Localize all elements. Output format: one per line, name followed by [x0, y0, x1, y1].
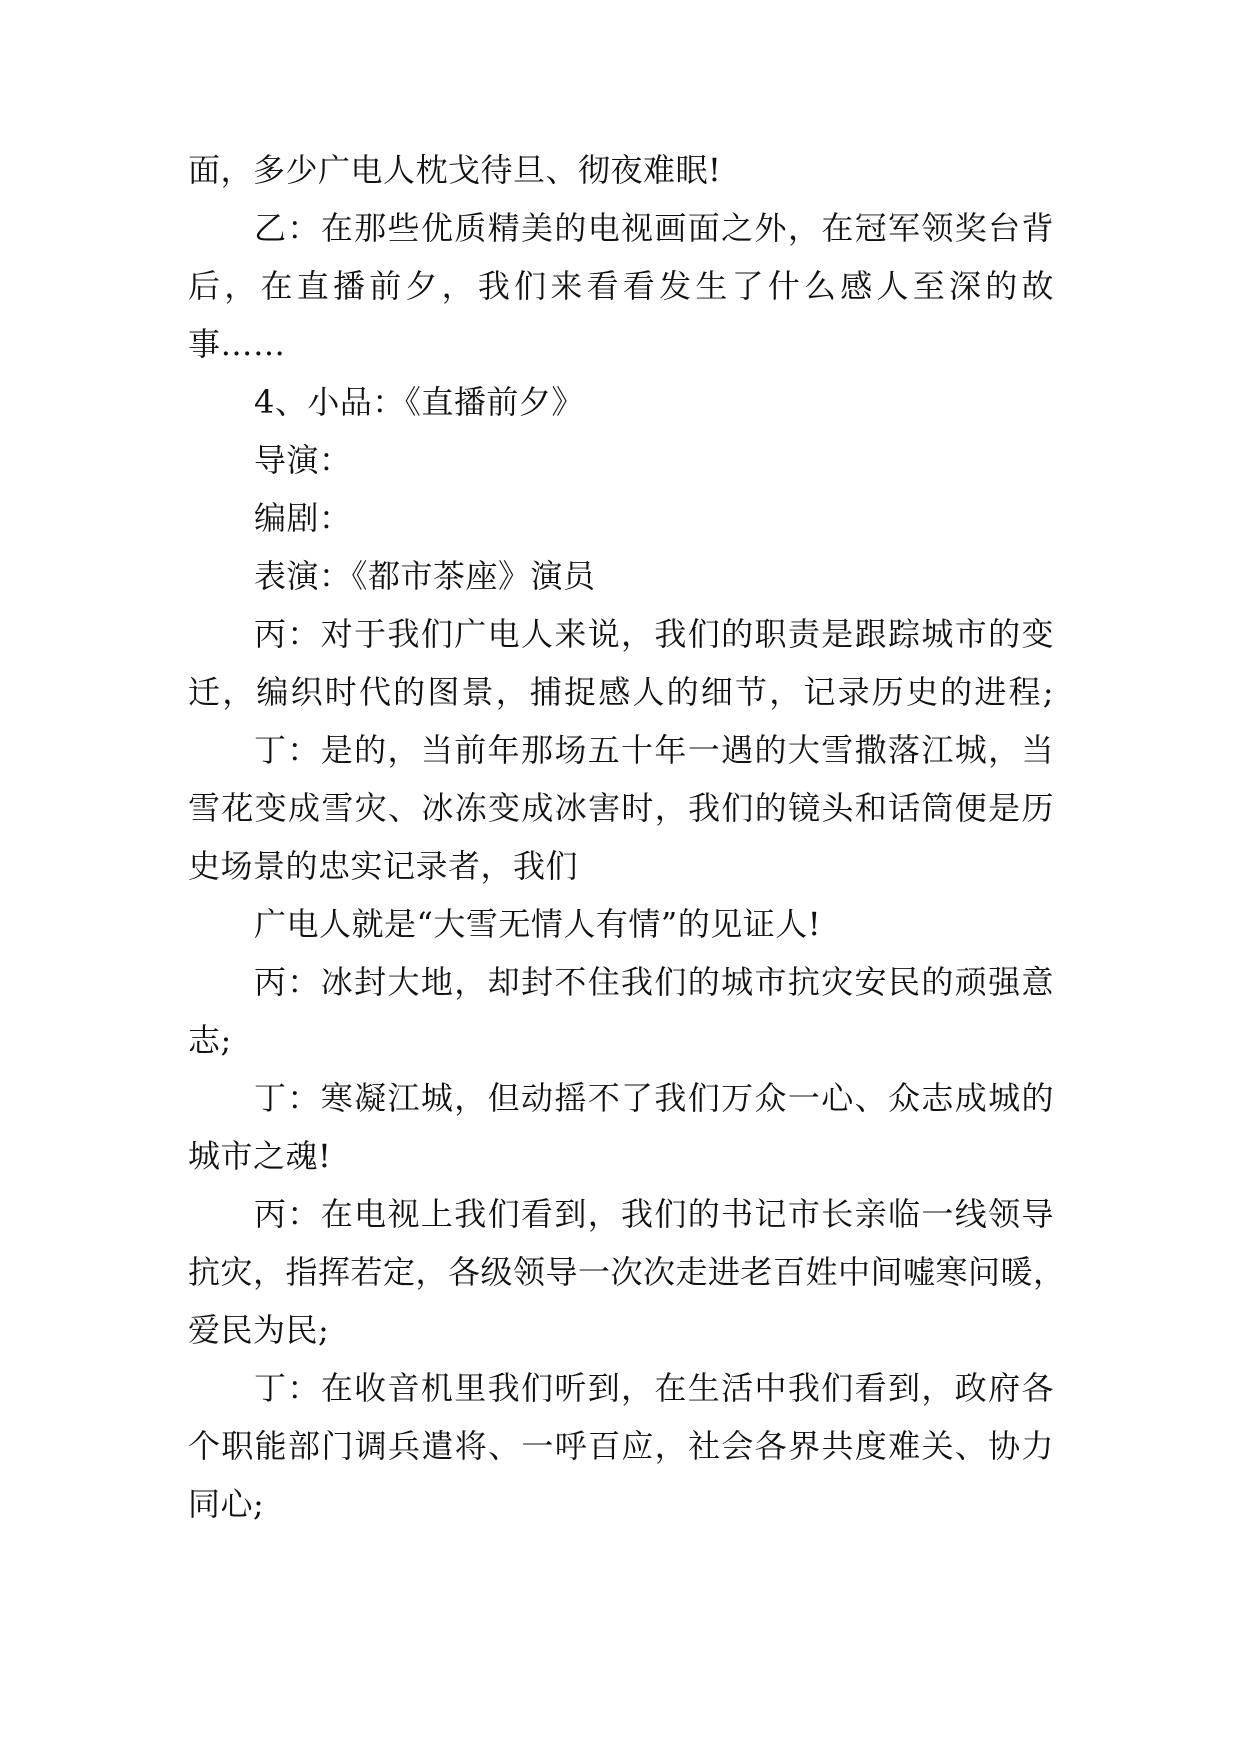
text-line: 面，多少广电人枕戈待旦、彻夜难眠!: [188, 151, 722, 189]
text-line: 丁：寒凝江城，但动摇不了我们万众一心、众志成城的: [254, 1079, 1054, 1117]
text-line: 迁，编织时代的图景，捕捉感人的细节，记录历史的进程;: [188, 673, 1054, 711]
text-line: 城市之魂!: [188, 1137, 332, 1175]
text-line: 丙：对于我们广电人来说，我们的职责是跟踪城市的变: [254, 615, 1054, 653]
text-line: 4、小品：《直播前夕》: [254, 383, 584, 421]
text-line: 导演：: [254, 441, 352, 479]
text-line: 丙：在电视上我们看到，我们的书记市长亲临一线领导: [254, 1195, 1054, 1233]
text-line: 编剧：: [254, 499, 352, 537]
text-line: 表演：《都市茶座》演员: [254, 557, 596, 595]
text-line: 史场景的忠实记录者，我们: [188, 847, 579, 885]
text-line: 抗灾，指挥若定，各级领导一次次走进老百姓中间嘘寒问暖，: [188, 1253, 1066, 1291]
text-line: 同心;: [188, 1485, 265, 1523]
text-line: 雪花变成雪灾、冰冻变成冰害时，我们的镜头和话筒便是历: [188, 789, 1054, 827]
text-line: 事……: [188, 325, 286, 363]
text-line: 丁：在收音机里我们听到，在生活中我们看到，政府各: [254, 1369, 1054, 1407]
text-line: 个职能部门调兵遣将、一呼百应，社会各界共度难关、协力: [188, 1427, 1054, 1465]
text-line: 志;: [188, 1021, 232, 1059]
text-line: 广电人就是“大雪无情人有情”的见证人!: [254, 905, 822, 943]
text-line: 后，在直播前夕，我们来看看发生了什么感人至深的故: [188, 267, 1054, 305]
text-line: 乙：在那些优质精美的电视画面之外，在冠军领奖台背: [254, 209, 1054, 247]
text-line: 爱民为民;: [188, 1311, 330, 1349]
text-line: 丁：是的，当前年那场五十年一遇的大雪撒落江城，当: [254, 731, 1054, 769]
text-line: 丙：冰封大地，却封不住我们的城市抗灾安民的顽强意: [254, 963, 1054, 1001]
